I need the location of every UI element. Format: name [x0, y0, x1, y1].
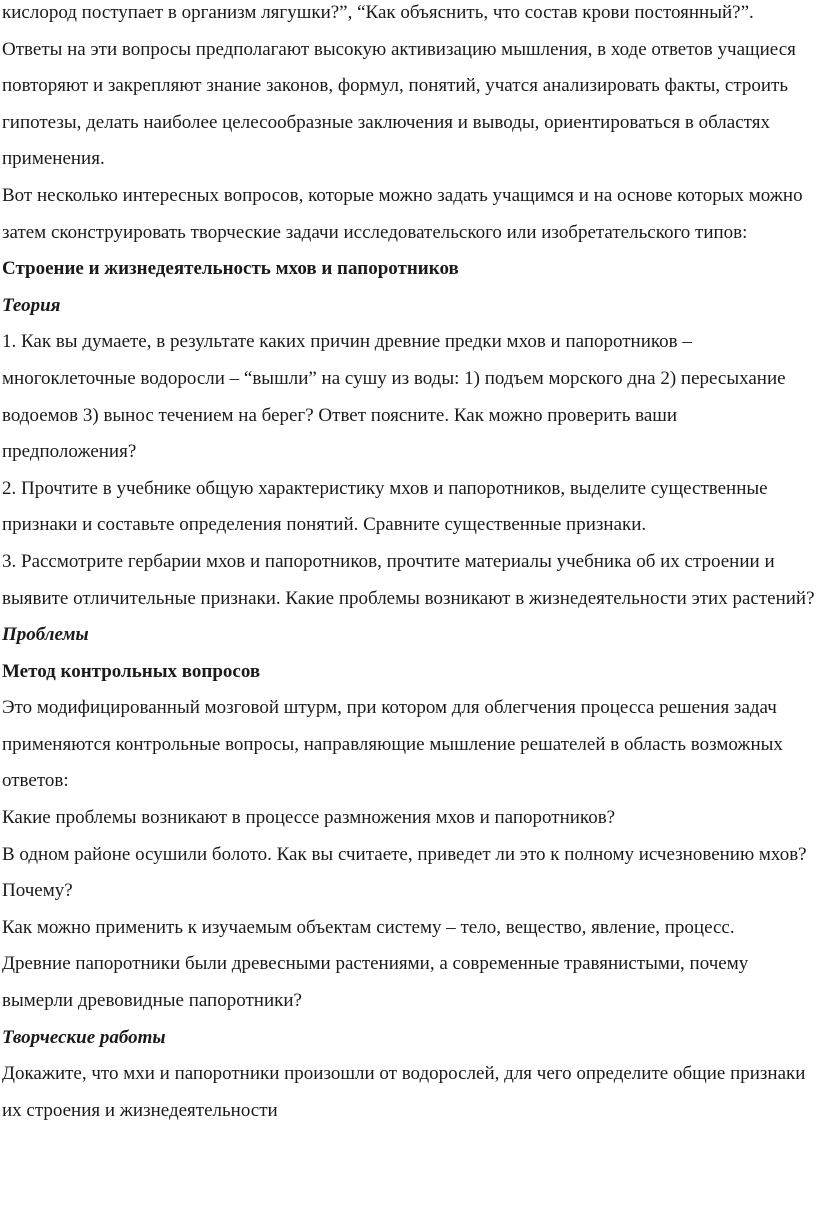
heading-control-questions-method: Метод контрольных вопросов — [2, 660, 261, 682]
paragraph-question-3: 3. Рассмотрите гербарии мхов и папоротников, прочтите материалы учебника об их строении и выявите отличительные признаки. Какие проблемы возникают в жизнедеятельности этих растений? — [2, 550, 815, 609]
paragraph-reproduction-question: Какие проблемы возникают в процессе размножения мхов и папоротников? — [2, 807, 616, 829]
paragraph-ancient-ferns-question: Древние папоротники были древесными растениями, а современные травянистыми, почему вымерли древовидные папоротники? — [2, 953, 749, 1012]
paragraph-method-description: Это модифицированный мозговой штурм, при котором для облегчения процесса решения задач применяются контрольные вопросы, направляющие мышление решателей в область возможных ответов: — [2, 697, 783, 792]
paragraph-question-1: 1. Как вы думаете, в результате каких причин древние предки мхов и папоротников – многоклеточные водоросли – “вышли” на сушу из воды: 1) подъем морского дна 2) пересыхание водоемов 3) вынос течением на берег? Ответ поясните. Как можно проверить ваши предположения? — [2, 331, 786, 463]
subheading-creative-works: Творческие работы — [2, 1026, 166, 1048]
paragraph-swamp-question: В одном районе осушили болото. Как вы считаете, приведет ли это к полному исчезновению мхов? Почему? — [2, 843, 807, 902]
subheading-theory: Теория — [2, 294, 61, 316]
subheading-problems: Проблемы — [2, 624, 89, 646]
paragraph-system-question: Как можно применить к изучаемым объектам систему – тело, вещество, явление, процесс. — [2, 916, 735, 938]
paragraph-intro-continuation: кислород поступает в организм лягушки?”, “Как объяснить, что состав крови постоянный?”. Ответы на эти вопросы предполагают высокую активизацию мышления, в ходе ответов учащиеся повторяют и закрепляют знание законов, формул, понятий, учатся анализировать факты, строить гипотезы, делать наиболее целесообразные заключения и выводы, ориентироваться в областях применения. — [2, 2, 796, 170]
section-heading-mosses-ferns: Строение и жизнедеятельность мхов и папоротников — [2, 258, 459, 280]
paragraph-question-2: 2. Прочтите в учебнике общую характеристику мхов и папоротников, выделите существенные признаки и составьте определения понятий. Сравните существенные признаки. — [2, 477, 768, 536]
paragraph-creative-task: Докажите, что мхи и папоротники произошли от водорослей, для чего определите общие признаки их строения и жизнедеятельности — [2, 1063, 806, 1121]
paragraph-questions-intro: Вот несколько интересных вопросов, которые можно задать учащимся и на основе которых можно затем сконструировать творческие задачи исследовательского или изобретательского типов: — [2, 184, 803, 243]
